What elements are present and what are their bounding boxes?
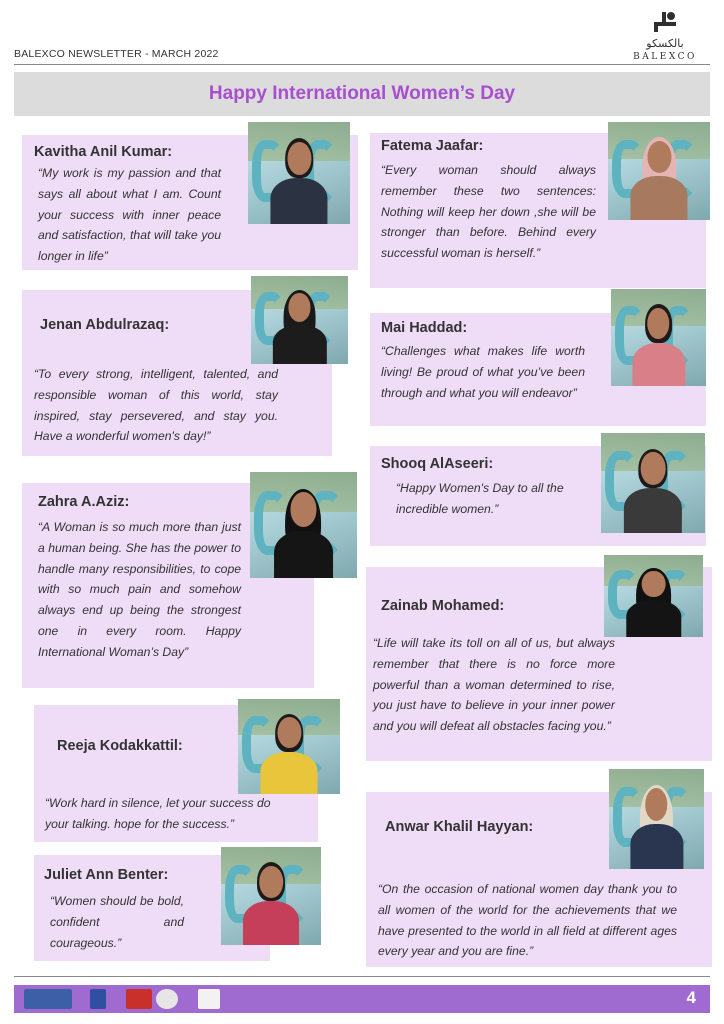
name-fatema: Fatema Jaafar:	[381, 138, 484, 154]
name-reeja: Reeja Kodakkattil:	[57, 738, 183, 754]
footer-divider	[14, 976, 710, 977]
quote-zahra: “A Woman is so much more than just a human being. She has the power to handle many responsibilities, to cope with so much pain and somehow always end up being the strongest one in every room. Happy International Woman’s Day”	[38, 520, 241, 659]
quote-juliet: “Women should be bold, confident and courageous.”	[50, 894, 184, 950]
balexco-logo	[620, 6, 710, 62]
footer-logo-1	[24, 989, 72, 1009]
header-divider	[14, 64, 710, 65]
photo-jenan	[251, 276, 348, 364]
footer-logo-3	[126, 989, 152, 1009]
footer-logo-5	[198, 989, 220, 1009]
name-mai: Mai Haddad:	[381, 320, 468, 336]
banner-title: Happy International Women’s Day	[208, 83, 516, 104]
name-anwar: Anwar Khalil Hayyan:	[385, 819, 534, 835]
photo-fatema	[608, 122, 710, 220]
quote-jenan: “To every strong, intelligent, talented, and responsible woman of this world, stay inspired, stay persevered, and stay you. Have a wonderful women's day!”	[34, 367, 278, 444]
name-shooq: Shooq AlAseeri:	[381, 456, 494, 472]
logo-wordmark: BALEXCO	[633, 52, 697, 62]
title-banner	[14, 72, 710, 116]
newsletter-title: BALEXCO NEWSLETTER - MARCH 2022	[14, 48, 219, 60]
photo-zainab	[604, 555, 703, 637]
photo-kavitha	[248, 122, 350, 224]
quote-mai: “Challenges what makes life worth living! Be proud of what you’ve been through and what you will endeavor”	[381, 344, 585, 400]
quote-shooq: “Happy Women's Day to all the incredible women.”	[396, 481, 564, 516]
page-number: 4	[686, 988, 696, 1007]
footer-logo-2	[90, 989, 106, 1009]
photo-zahra	[250, 472, 357, 578]
logo-arabic-text: بالكسكو	[646, 37, 684, 50]
footer-bar	[14, 985, 710, 1013]
photo-shooq	[601, 433, 705, 533]
balexco-logo-icon	[650, 8, 680, 34]
footer-logo-4	[156, 989, 178, 1009]
quote-zainab: “Life will take its toll on all of us, but always remember that there is no force more powerful than a woman determined to rise, you just have to believe in your inner power and you will defeat all obstacles facing you.”	[373, 636, 615, 734]
quote-kavitha: “My work is my passion and that says all about what I am. Count your success with inner peace and satisfaction, that will take you longer in life”	[38, 166, 221, 264]
quote-anwar: “On the occasion of national women day thank you to all women of the world for the achievements that we have presented to the world in all field at different ages every year and you are fine.”	[378, 882, 677, 959]
photo-reeja	[238, 699, 340, 794]
quote-fatema: “Every woman should always remember these two sentences: Nothing will keep her down ,she will be stronger than before. Behind every successful woman is herself.”	[381, 163, 596, 261]
name-juliet: Juliet Ann Benter:	[44, 867, 169, 883]
photo-mai	[611, 289, 706, 386]
name-zainab: Zainab Mohamed:	[381, 598, 505, 614]
quote-reeja: “Work hard in silence, let your success do your talking. hope for the success.”	[45, 796, 271, 831]
photo-juliet	[221, 847, 321, 945]
photo-anwar	[609, 769, 704, 869]
name-kavitha: Kavitha Anil Kumar:	[34, 144, 173, 160]
name-jenan: Jenan Abdulrazaq:	[40, 317, 170, 333]
name-zahra: Zahra A.Aziz:	[38, 494, 130, 510]
